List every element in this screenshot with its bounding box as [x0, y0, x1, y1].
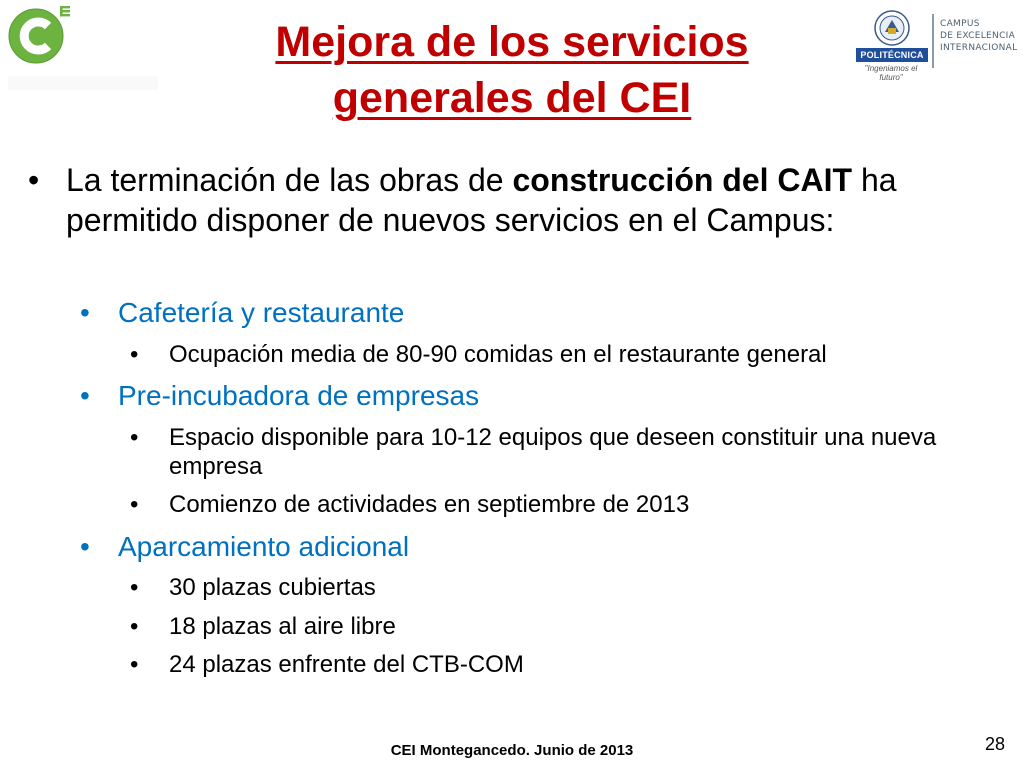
upm-tagline: "Ingeniamos el futuro": [864, 64, 918, 82]
section-heading-preincubadora: Pre-incubadora de empresas: [118, 380, 480, 411]
main-bullet-part-2: ha permitido disponer de nuevos servicios en el Campus:: [66, 162, 897, 238]
page-number: 28: [985, 734, 1006, 754]
main-bullet-part-1: La terminación de las obras de: [66, 162, 513, 198]
cei-line-1: CAMPUS: [940, 19, 980, 29]
section-heading-aparcamiento: Aparcamiento adicional: [118, 531, 410, 562]
section-item-text: 24 plazas enfrente del CTB-COM: [169, 651, 524, 678]
bullet-level-3: •: [130, 613, 139, 640]
bullet-level-3: •: [130, 574, 139, 601]
cei-line-2: DE EXCELENCIA: [940, 31, 1016, 41]
section-item-text: 30 plazas cubiertas: [169, 574, 376, 601]
cei-line-3: INTERNACIONAL: [940, 43, 1018, 53]
bullet-level-1: •: [28, 162, 40, 198]
bullet-level-2: •: [80, 380, 90, 411]
main-bullet-text: [66, 160, 986, 240]
bullet-level-3: •: [130, 424, 139, 451]
bullet-level-2: •: [80, 531, 90, 562]
bullet-level-2: •: [80, 297, 90, 328]
section-item-text: Comienzo de actividades en septiembre de 2013: [169, 491, 690, 518]
upm-logo-name: POLITÉCNICA: [860, 50, 924, 60]
bullet-level-3: •: [130, 491, 139, 518]
slide-footer: CEI Montegancedo. Junio de 2013: [390, 742, 634, 759]
main-bullet-bold: construcción del CAIT: [512, 162, 853, 198]
section-item-text: 18 plazas al aire libre: [169, 613, 396, 640]
bullet-level-3: •: [130, 651, 139, 678]
bullet-level-3: •: [130, 341, 139, 368]
title-line-1: Mejora de los servicios: [275, 18, 749, 66]
title-line-2: generales del CEI: [332, 74, 692, 122]
section-heading-cafeteria: Cafetería y restaurante: [118, 297, 405, 328]
section-item-text: Espacio disponible para 10-12 equipos que deseen constituir una nueva empresa: [169, 424, 937, 480]
section-item-text: Ocupación media de 80-90 comidas en el restaurante general: [169, 341, 827, 368]
